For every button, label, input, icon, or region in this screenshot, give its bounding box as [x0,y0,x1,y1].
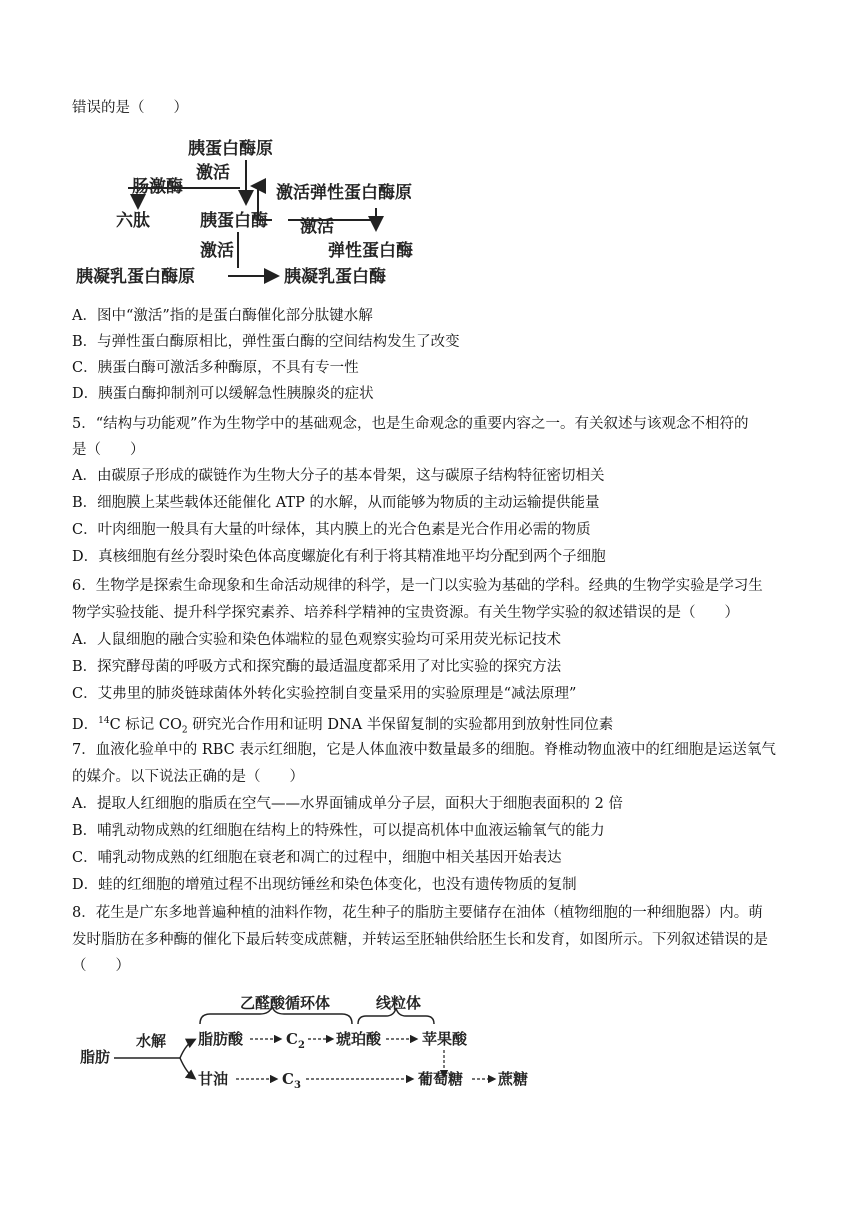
q6-option-b[interactable]: B．探究酵母菌的呼吸方式和探究酶的最适温度都采用了对比实验的探究方法 [72,659,562,675]
activate-label-right: 激活 [300,217,334,237]
hydrolysis-label: 水解 [136,1032,167,1050]
q6-option-a[interactable]: A．人鼠细胞的融合实验和染色体端粒的显色观察实验均可采用荧光标记技术 [72,632,561,648]
q4-option-d[interactable]: D．胰蛋白酶抑制剂可以缓解急性胰腺炎的症状 [72,386,374,402]
q5-stem-line2: 是（ ） [72,442,145,458]
q6-stem-line2: 物学实验技能、提升科学探究素养、培养科学精神的宝贵资源。有关生物学实验的叙述错误的是（ ） [72,605,739,621]
q7-option-b[interactable]: B．哺乳动物成熟的红细胞在结构上的特殊性，可以提高机体中血液运输氧气的能力 [72,823,605,839]
q6-option-d-superscript: 14 [98,716,110,726]
q4-stem-tail: 错误的是（ ） [72,100,188,116]
hexapeptide-label: 六肽 [116,211,150,231]
activate-elastase-pro-label: 激活弹性蛋白酶原 [276,183,412,203]
q5-option-c[interactable]: C．叶肉细胞一般具有大量的叶绿体，其内膜上的光合色素是光合作用必需的物质 [72,522,591,538]
fat-label: 脂肪 [80,1048,111,1066]
trypsinogen-label: 胰蛋白酶原 [188,139,273,159]
enterokinase-label: 肠激酶 [132,177,183,197]
chymotrypsinogen-label: 胰凝乳蛋白酶原 [76,267,195,287]
branch-down-arrow [180,1058,194,1078]
activate-label-top: 激活 [196,163,230,183]
q4-option-a[interactable]: A．图中“激活”指的是蛋白酶催化部分肽键水解 [72,308,373,324]
q8-stem-line2: 发时脂肪在多种酶的催化下最后转变成蔗糖，并转运至胚轴供给胚生长和发育，如图所示。下列叙述错误的是 [72,932,768,948]
glycerol-label: 甘油 [198,1070,229,1088]
q6-option-d-mid: C 标记 CO [109,716,182,733]
q7-stem-line1: 7．血液化验单中的 RBC 表示红细胞，它是人体血液中数量最多的细胞。脊椎动物血液中的红细胞是运送氧气 [72,742,776,758]
malate-label: 苹果酸 [422,1030,468,1048]
glucose-label: 葡萄糖 [418,1070,464,1088]
q6-stem-line1: 6．生物学是探索生命现象和生命活动规律的科学，是一门以实验为基础的学科。经典的生物学实验是学习生 [72,578,763,594]
q8-stem-line3: （ ） [72,958,130,974]
fat-conversion-diagram [80,990,550,1105]
q7-stem-line2: 的媒介。以下说法正确的是（ ） [72,769,304,785]
glyoxysome-label: 乙醛酸循环体 [240,994,331,1012]
q7-option-c[interactable]: C．哺乳动物成熟的红细胞在衰老和凋亡的过程中，细胞中相关基因开始表达 [72,850,562,866]
chymotrypsin-label: 胰凝乳蛋白酶 [284,267,386,287]
enzyme-activation-diagram [76,128,456,290]
q6-option-d-rest: 研究光合作用和证明 DNA 半保留复制的实验都用到放射性同位素 [187,716,614,733]
q4-option-c[interactable]: C．胰蛋白酶可激活多种酶原，不具有专一性 [72,360,359,376]
sucrose-label: 蔗糖 [498,1070,529,1088]
mitochondrion-label: 线粒体 [376,994,422,1012]
q6-option-c[interactable]: C．艾弗里的肺炎链球菌体外转化实验控制自变量采用的实验原理是“减法原理” [72,686,577,702]
succinate-label: 琥珀酸 [336,1030,382,1048]
elastase-label: 弹性蛋白酶 [328,241,413,261]
q7-option-d[interactable]: D．蛙的红细胞的增殖过程不出现纺锤丝和染色体变化，也没有遗传物质的复制 [72,877,577,893]
activate-label-bottom: 激活 [200,241,234,261]
fatty-acid-label: 脂肪酸 [198,1030,244,1048]
q5-option-b[interactable]: B．细胞膜上某些载体还能催化 ATP 的水解，从而能够为物质的主动运输提供能量 [72,495,600,511]
c2-label: $C_2$ [286,1030,305,1051]
q6-option-d[interactable] [72,711,792,741]
trypsin-label: 胰蛋白酶 [200,211,268,231]
q5-option-d[interactable]: D．真核细胞有丝分裂时染色体高度螺旋化有利于将其精准地平均分配到两个子细胞 [72,549,606,565]
q7-option-a[interactable]: A．提取人红细胞的脂质在空气——水界面铺成单分子层，面积大于细胞表面积的 2 倍 [72,796,623,812]
branch-up-arrow [180,1040,194,1058]
q5-option-a[interactable]: A．由碳原子形成的碳链作为生物大分子的基本骨架，这与碳原子结构特征密切相关 [72,468,605,484]
q6-option-d-subscript: 2 [181,725,188,736]
mitochondrion-brace [358,1008,434,1024]
q4-option-b[interactable]: B．与弹性蛋白酶原相比，弹性蛋白酶的空间结构发生了改变 [72,334,460,350]
q6-option-d-prefix: D． [72,716,99,733]
q8-stem-line1: 8．花生是广东多地普遍种植的油料作物，花生种子的脂肪主要储存在油体（植物细胞的一种细胞器）内。萌 [72,905,763,921]
q5-stem-line1: 5．“结构与功能观”作为生物学中的基础观念，也是生命观念的重要内容之一。有关叙述与该观念不相符的 [72,416,749,432]
c3-label: $C_3$ [282,1070,301,1091]
